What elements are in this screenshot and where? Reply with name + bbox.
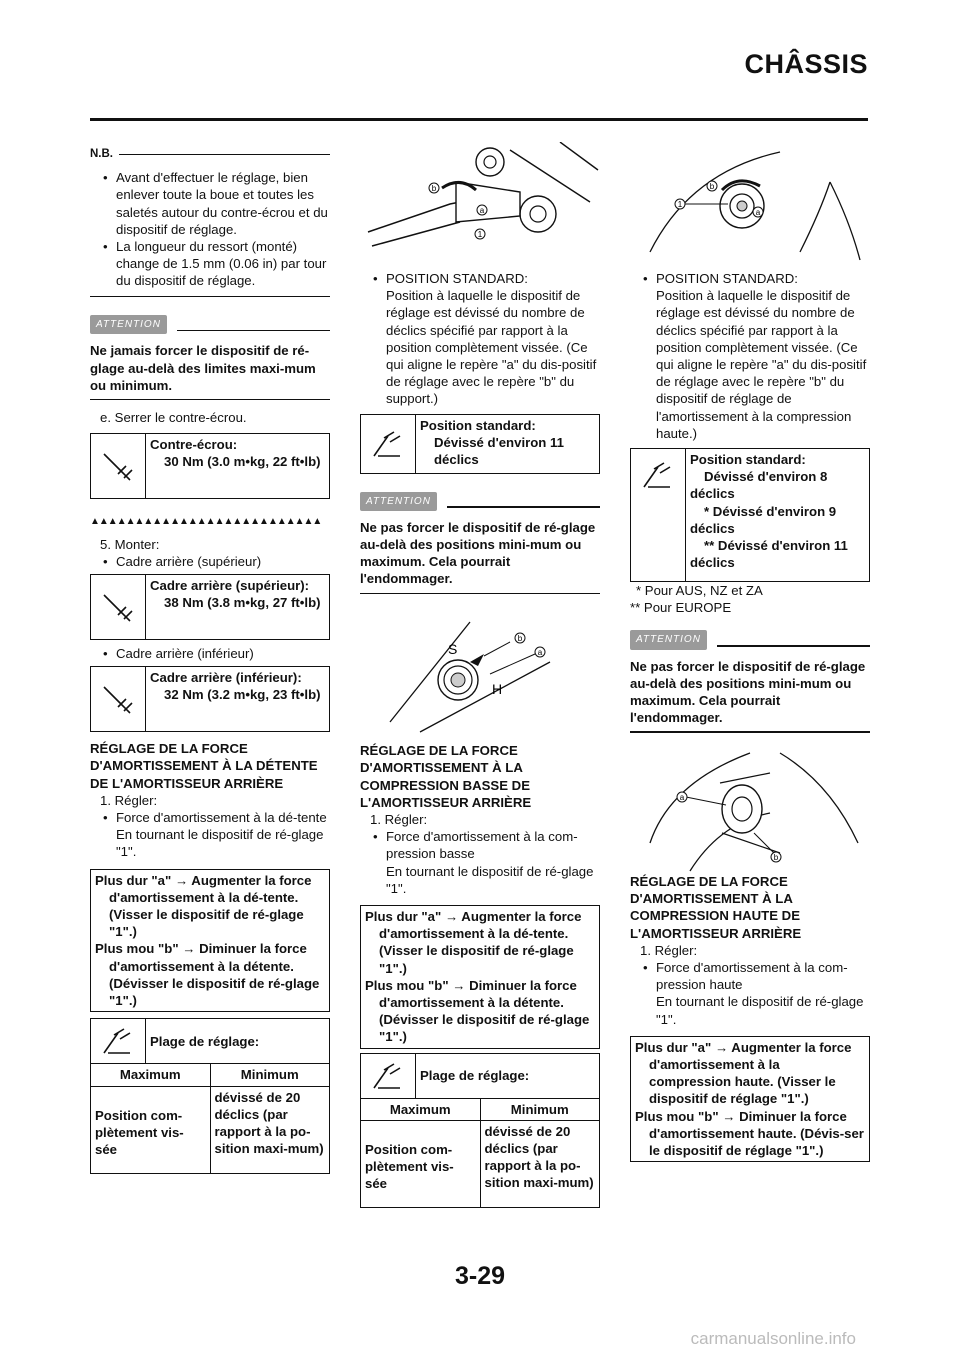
svg-text:1: 1 — [677, 200, 683, 209]
header-rule — [90, 118, 868, 121]
attention-badge: ATTENTION — [630, 630, 707, 649]
section-heading: RÉGLAGE DE LA FORCE D'AMORTISSEMENT À LA COMPRESSION HAUTE DE L'AMORTISSEUR ARRIÈRE — [630, 873, 802, 941]
svg-text:a: a — [755, 208, 761, 217]
standard-position-text: Position à laquelle le dispositif de réglage est dévissé du nombre de déclics spécifié par rapport à la position complètement vissée. (Ce qui aligne le repère "a" du dis-positif de réglage avec le repère "b" du dispositif de réglage de l'amortissement à la compression haute.) — [656, 288, 867, 441]
torque-spec-box: Cadre arrière (supérieur): 38 Nm (3.8 m•kg, 27 ft•lb) — [90, 574, 330, 640]
calibration-icon — [91, 1019, 146, 1063]
attention-text: Ne pas forcer le dispositif de ré-glage au-delà des positions mini-mum ou maximum. Cela pourrait l'endommager. — [630, 658, 866, 726]
svg-text:a: a — [479, 206, 485, 215]
svg-text:a: a — [537, 648, 543, 658]
section-heading: RÉGLAGE DE LA FORCE D'AMORTISSEMENT À LA DÉTENTE DE L'AMORTISSEUR ARRIÈRE — [90, 741, 318, 791]
attention-heading — [360, 492, 600, 511]
arrow-icon: → — [722, 1108, 736, 1124]
step-1: 1. Régler: — [100, 792, 158, 808]
triangle-separator: ▲▲▲▲▲▲▲▲▲▲▲▲▲▲▲▲▲▲▲▲▲▲▲▲▲▲ — [90, 516, 322, 527]
svg-text:b: b — [709, 182, 715, 191]
calibration-icon — [631, 449, 686, 581]
wrench-icon — [91, 434, 146, 498]
torque-spec-box: Cadre arrière (inférieur): 32 Nm (3.2 m•kg, 23 ft•lb) — [90, 666, 330, 732]
step-e: e. Serrer le contre-écrou. — [100, 410, 247, 426]
torque-spec-box: Contre-écrou: 30 Nm (3.0 m•kg, 22 ft•lb) — [90, 433, 330, 499]
section-heading: RÉGLAGE DE LA FORCE D'AMORTISSEMENT À LA COMPRESSION BASSE DE L'AMORTISSEUR ARRIÈRE — [360, 743, 532, 810]
standard-position-box: Position standard: Dévissé d'environ 11 déclics — [360, 414, 600, 474]
wrench-icon — [91, 667, 146, 731]
arrow-icon: → — [452, 977, 466, 993]
wrench-icon — [91, 575, 146, 639]
svg-text:S: S — [448, 641, 458, 658]
step-5: 5. Monter: — [100, 536, 160, 552]
list-item: • Cadre arrière (inférieur) — [90, 645, 330, 662]
adjustment-box: Plus dur "a" → Augmenter la force d'amortissement à la dé-tente. (Visser le dispositif de ré-glage "1".) Plus mou "b" → Diminuer la force d'amortissement à la détente. (Dévisser le dispositif de ré-glage "1".) — [90, 869, 330, 1013]
attention-badge: ATTENTION — [90, 315, 167, 334]
attention-text: Ne jamais forcer le dispositif de ré-glage au-delà des limites maxi-mum ou minimum. — [90, 343, 316, 393]
step-1: 1. Régler: — [370, 811, 428, 827]
arrow-icon: → — [714, 1039, 729, 1055]
range-table: Plage de réglage: Maximum Minimum Position com-plètement vis-sée dévissé de 20 déclics (par rapport à la po-sition maxi-mum) — [90, 1018, 330, 1173]
attention-badge: ATTENTION — [360, 492, 437, 511]
list-item: • Force d'amortissement à la com-pression haute — [630, 959, 870, 993]
divider — [90, 399, 330, 401]
svg-text:b: b — [517, 634, 523, 644]
list-item: • Avant d'effectuer le réglage, bien enlever toute la boue et toutes les saletés autour du contre-écrou et du dispositif de réglage. — [90, 169, 330, 238]
divider — [360, 593, 600, 595]
arrow-icon: → — [174, 872, 189, 888]
divider — [630, 731, 870, 733]
divider — [90, 296, 330, 298]
attention-heading — [90, 315, 330, 334]
attention-heading — [630, 630, 870, 649]
calibration-icon — [361, 415, 416, 473]
svg-text:1: 1 — [477, 230, 483, 239]
adjustment-box: Plus dur "a" → Augmenter la force d'amortissement à la compression haute. (Visser le dispositif de réglage "1".) Plus mou "b" → Diminuer la force d'amortissement haute. (Dévis-ser le dispositif de réglage "1".) — [630, 1036, 870, 1162]
page-number: 3-29 — [454, 1262, 506, 1290]
attention-text: Ne pas forcer le dispositif de ré-glage au-delà des positions mini-mum ou maximum. Cela pourrait l'endommager. — [360, 519, 596, 587]
compression-adjuster-figure — [630, 142, 870, 262]
list-item: • POSITION STANDARD: — [630, 270, 870, 287]
instruction-text: En tournant le dispositif de ré-glage "1". — [656, 994, 864, 1027]
footnote: * Pour AUS, NZ et ZA — [636, 583, 763, 599]
list-item: • Force d'amortissement à la com-pression basse — [360, 828, 600, 862]
list-item: • POSITION STANDARD: — [360, 270, 600, 287]
column-3 — [630, 270, 870, 1162]
list-item: • La longueur du ressort (monté) change de 1.5 mm (0.06 in) par tour du dispositif de réglage. — [90, 238, 330, 290]
arrow-icon: → — [182, 941, 196, 957]
svg-text:H: H — [492, 681, 503, 698]
nb-heading: N.B. — [90, 146, 330, 163]
compression-low-figure — [360, 602, 600, 742]
column-1 — [90, 146, 330, 1174]
column-2 — [360, 270, 600, 1208]
standard-position-text: Position à laquelle le dispositif de réglage est dévissé du nombre de déclics spécifié par rapport à la position complètement vissée. (Ce qui aligne le repère "a" du dis-positif de réglage avec le repère "b" du support.) — [386, 288, 597, 407]
svg-text:a: a — [679, 792, 685, 802]
page-title: CHÂSSIS — [744, 49, 868, 79]
footnote: ** Pour EUROPE — [630, 600, 732, 616]
range-table: Plage de réglage: Maximum Minimum Position com-plètement vis-sée dévissé de 20 déclics (par rapport à la po-sition maxi-mum) — [360, 1053, 600, 1208]
instruction-text: En tournant le dispositif de ré-glage "1". — [116, 827, 324, 860]
instruction-text: En tournant le dispositif de ré-glage "1". — [386, 863, 594, 896]
watermark: carmanualsonline.info — [690, 1329, 856, 1348]
svg-text:b: b — [431, 184, 437, 193]
step-1: 1. Régler: — [640, 942, 698, 958]
compression-high-figure — [630, 743, 870, 873]
calibration-icon — [361, 1054, 416, 1098]
list-item: • Cadre arrière (supérieur) — [90, 553, 330, 570]
rebound-adjuster-figure — [360, 142, 600, 262]
standard-position-box: Position standard: Dévissé d'environ 8 déclics * Dévissé d'environ 9 déclics ** Dévissé d'environ 11 déclics — [630, 448, 870, 582]
adjustment-box: Plus dur "a" → Augmenter la force d'amortissement à la dé-tente. (Visser le dispositif de ré-glage "1".) Plus mou "b" → Diminuer la force d'amortissement à la détente. (Dévisser le dispositif de ré-glage "1".) — [360, 905, 600, 1049]
list-item: • Force d'amortissement à la dé-tente — [90, 809, 330, 826]
arrow-icon: → — [444, 908, 459, 924]
svg-text:b: b — [773, 852, 779, 862]
